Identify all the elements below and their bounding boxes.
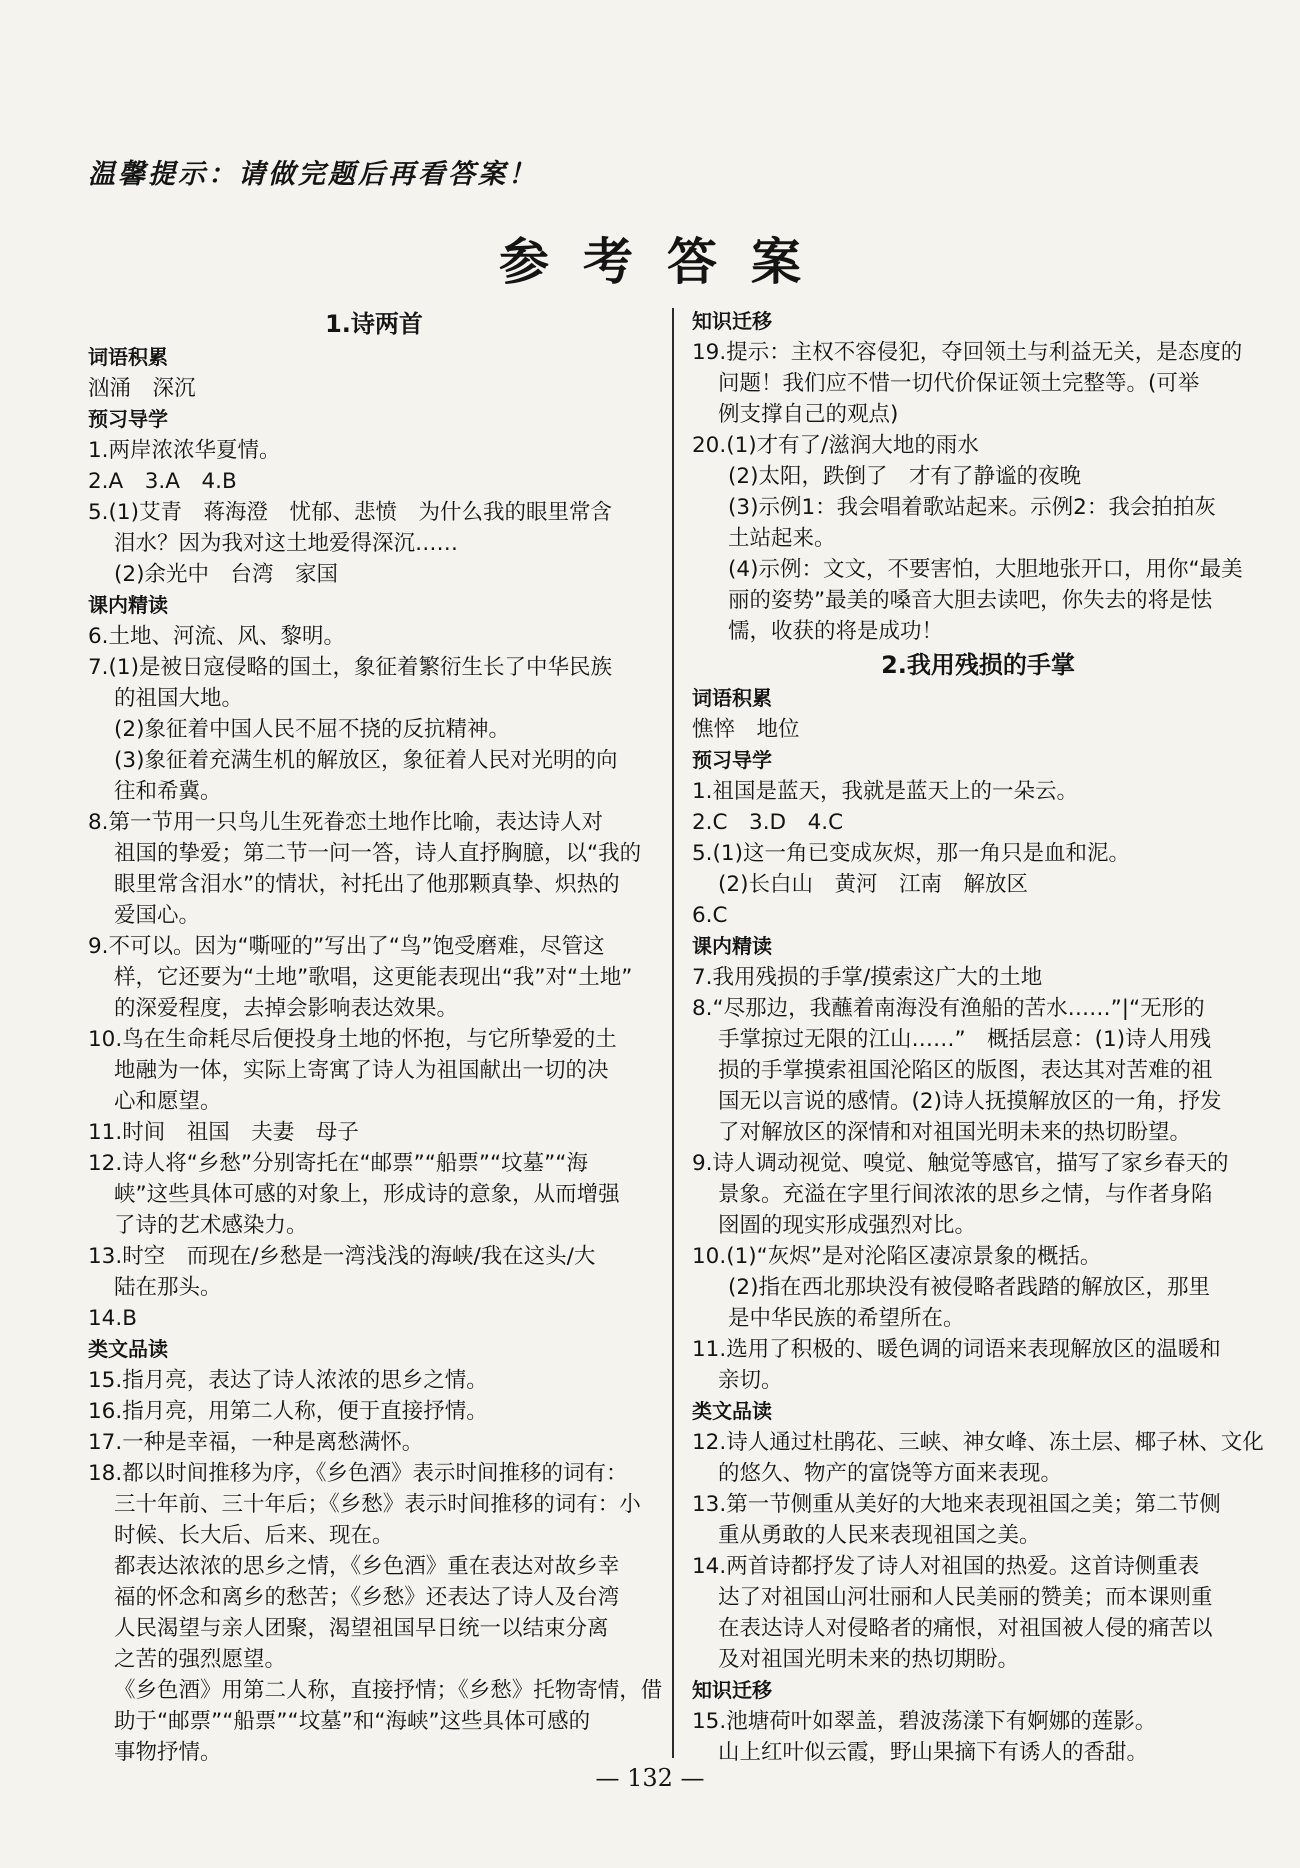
answer-line: 8.“尽那边，我蘸着南海没有渔船的苦水……”|“无形的 (692, 996, 1205, 1021)
answer-line: 地融为一体，实际上寄寓了诗人为祖国献出一切的决 (114, 1058, 609, 1083)
answer-line: (2)长白山 黄河 江南 解放区 (718, 872, 1028, 897)
answer-line: 事物抒情。 (114, 1740, 222, 1765)
answer-line: 1.两岸浓浓华夏情。 (88, 438, 281, 463)
answer-line: 2.C 3.D 4.C (692, 810, 844, 835)
answer-line: 时候、长大后、后来、现在。 (114, 1523, 394, 1548)
answer-line: 20.(1)才有了/滋润大地的雨水 (692, 433, 979, 458)
answer-line: 囹圄的现实形成强烈对比。 (718, 1213, 977, 1238)
answer-line: 10.鸟在生命耗尽后便投身土地的怀抱，与它所挚爱的土 (88, 1027, 617, 1052)
section-title: 2.我用残损的手掌 (881, 651, 1075, 679)
answer-line: 13.时空 而现在/乡愁是一湾浅浅的海峡/我在这头/大 (88, 1244, 596, 1269)
answer-line: 损的手掌摸索祖国沦陷区的版图，表达其对苦难的祖 (718, 1058, 1213, 1083)
answer-line: (2)余光中 台湾 家国 (114, 562, 338, 587)
answer-line: 19.提示：主权不容侵犯，夺回领土与利益无关，是态度的 (692, 340, 1243, 365)
answer-line: 丽的姿势”最美的嗓音大胆去读吧，你失去的将是怯 (728, 588, 1213, 613)
answer-line: 13.第一节侧重从美好的大地来表现祖国之美；第二节侧 (692, 1492, 1221, 1517)
answer-line: 达了对祖国山河壮丽和人民美丽的赞美；而本课则重 (718, 1585, 1213, 1610)
subsection-heading: 词语积累 (88, 345, 168, 369)
answer-line: 重从勇敢的人民来表现祖国之美。 (718, 1523, 1041, 1548)
subsection-heading: 课内精读 (692, 934, 772, 958)
answer-line: 12.诗人通过杜鹃花、三峡、神女峰、冻土层、椰子林、文化 (692, 1430, 1264, 1455)
answer-line: 2.A 3.A 4.B (88, 469, 237, 494)
answer-line: 泪水？因为我对这土地爱得深沉…… (114, 531, 459, 556)
subsection-heading: 词语积累 (692, 686, 772, 710)
answer-line: 17.一种是幸福，一种是离愁满怀。 (88, 1430, 424, 1455)
answer-line: 例支撑自己的观点) (718, 402, 899, 427)
answer-line: 14.B (88, 1306, 137, 1331)
answer-line: 心和愿望。 (114, 1089, 222, 1114)
answer-line: 11.选用了积极的、暖色调的词语来表现解放区的温暖和 (692, 1337, 1221, 1362)
answer-line: 手掌掠过无限的江山……” 概括层意：(1)诗人用残 (718, 1027, 1212, 1052)
answer-line: 10.(1)“灰烬”是对沦陷区凄凉景象的概括。 (692, 1244, 1102, 1269)
answer-line: 土站起来。 (728, 526, 836, 551)
answer-line: 12.诗人将“乡愁”分别寄托在“邮票”“船票”“坟墓”“海 (88, 1151, 588, 1176)
subsection-heading: 课内精读 (88, 593, 168, 617)
answer-line: 山上红叶似云霞，野山果摘下有诱人的香甜。 (718, 1740, 1149, 1765)
answer-line: 问题！我们应不惜一切代价保证领土完整等。(可举 (718, 371, 1200, 396)
answer-line: 人民渴望与亲人团聚，渴望祖国早日统一以结束分离 (114, 1616, 609, 1641)
answer-line: (3)示例1：我会唱着歌站起来。示例2：我会拍拍灰 (728, 495, 1216, 520)
answer-line: 的深爱程度，去掉会影响表达效果。 (114, 996, 459, 1021)
left-column (88, 306, 663, 1768)
answer-line: 的祖国大地。 (114, 686, 244, 711)
answer-line: 助于“邮票”“船票”“坟墓”和“海峡”这些具体可感的 (114, 1709, 591, 1734)
answer-line: (4)示例：文文，不要害怕，大胆地张开口，用你“最美 (728, 557, 1243, 582)
subsection-heading: 知识迁移 (692, 309, 772, 333)
page-title: 参考答案 (499, 232, 835, 291)
answer-line: 样，它还要为“土地”歌唱，这更能表现出“我”对“土地” (114, 965, 633, 990)
answer-line: (2)指在西北那块没有被侵略者践踏的解放区，那里 (728, 1275, 1210, 1300)
answer-line: 的悠久、物产的富饶等方面来表现。 (718, 1461, 1063, 1486)
answer-line: 在表达诗人对侵略者的痛恨，对祖国被人侵的痛苦以 (718, 1616, 1213, 1641)
answer-line: 7.我用残损的手掌/摸索这广大的土地 (692, 965, 1043, 990)
answer-line: 15.指月亮，表达了诗人浓浓的思乡之情。 (88, 1368, 488, 1393)
column-divider (672, 308, 674, 1758)
answer-line: 国无以言说的感情。(2)诗人抚摸解放区的一角，抒发 (718, 1089, 1222, 1114)
answer-line: 《乡色酒》用第二人称，直接抒情；《乡愁》托物寄情，借 (114, 1678, 663, 1703)
subsection-heading: 知识迁移 (692, 1678, 772, 1702)
answer-line: 陆在那头。 (114, 1275, 222, 1300)
answer-line: (3)象征着充满生机的解放区，象征着人民对光明的向 (114, 748, 618, 773)
answer-line: 了对解放区的深情和对祖国光明未来的热切盼望。 (718, 1120, 1192, 1145)
subsection-heading: 类文品读 (88, 1337, 168, 1361)
answer-line: 14.两首诗都抒发了诗人对祖国的热爱。这首诗侧重表 (692, 1554, 1200, 1579)
answer-line: 峡”这些具体可感的对象上，形成诗的意象，从而增强 (114, 1182, 620, 1207)
answer-line: 18.都以时间推移为序，《乡色酒》表示时间推移的词有： (88, 1461, 628, 1486)
answer-line: 6.C (692, 903, 728, 928)
answer-line: 爱国心。 (114, 903, 201, 928)
answer-line: 汹涌 深沉 (88, 376, 196, 401)
answer-line: 往和希冀。 (114, 779, 222, 804)
answer-line: 憔悴 地位 (692, 717, 800, 742)
answer-line: 及对祖国光明未来的热切期盼。 (718, 1647, 1020, 1672)
answer-line: 1.祖国是蓝天，我就是蓝天上的一朵云。 (692, 779, 1079, 804)
answer-line: 9.诗人调动视觉、嗅觉、触觉等感官，描写了家乡春天的 (692, 1151, 1229, 1176)
answer-line: 福的怀念和离乡的愁苦；《乡愁》还表达了诗人及台湾 (114, 1585, 620, 1610)
answer-line: 8.第一节用一只鸟儿生死眷恋土地作比喻，表达诗人对 (88, 810, 604, 835)
answer-line: 都表达浓浓的思乡之情，《乡色酒》重在表达对故乡幸 (114, 1554, 620, 1579)
answer-line: 亲切。 (718, 1368, 783, 1393)
reminder-note: 温馨提示：请做完题后再看答案！ (88, 159, 538, 190)
answer-line: 眼里常含泪水”的情状，衬托出了他那颗真挚、炽热的 (114, 872, 620, 897)
subsection-heading: 预习导学 (692, 748, 772, 772)
answer-line: 了诗的艺术感染力。 (114, 1213, 308, 1238)
right-column (692, 306, 1264, 1768)
answer-line: 三十年前、三十年后；《乡愁》表示时间推移的词有：小 (114, 1492, 641, 1517)
section-title: 1.诗两首 (325, 310, 423, 338)
answer-line: 5.(1)这一角已变成灰烬，那一角只是血和泥。 (692, 841, 1130, 866)
answer-line: 祖国的挚爱；第二节一问一答，诗人直抒胸臆，以“我的 (114, 841, 642, 866)
answer-line: 之苦的强烈愿望。 (114, 1647, 287, 1672)
page-number: — 132 — (595, 1764, 705, 1792)
subsection-heading: 预习导学 (88, 407, 168, 431)
answer-line: 11.时间 祖国 夫妻 母子 (88, 1120, 359, 1145)
answer-line: 懦，收获的将是成功！ (728, 619, 944, 644)
answer-line: (2)太阳，跌倒了 才有了静谧的夜晚 (728, 464, 1081, 489)
answer-line: 景象。充溢在字里行间浓浓的思乡之情，与作者身陷 (718, 1182, 1213, 1207)
answer-line: 16.指月亮，用第二人称，便于直接抒情。 (88, 1399, 488, 1424)
answer-line: 9.不可以。因为“嘶哑的”写出了“鸟”饱受磨难，尽管这 (88, 934, 605, 959)
answer-line: 是中华民族的希望所在。 (728, 1306, 965, 1331)
subsection-heading: 类文品读 (692, 1399, 772, 1423)
answer-line: 6.土地、河流、风、黎明。 (88, 624, 346, 649)
answer-line: 5.(1)艾青 蒋海澄 忧郁、悲愤 为什么我的眼里常含 (88, 500, 612, 525)
answer-line: (2)象征着中国人民不屈不挠的反抗精神。 (114, 717, 510, 742)
answer-line: 15.池塘荷叶如翠盖，碧波荡漾下有婀娜的莲影。 (692, 1709, 1157, 1734)
answer-line: 7.(1)是被日寇侵略的国土，象征着繁衍生长了中华民族 (88, 655, 612, 680)
